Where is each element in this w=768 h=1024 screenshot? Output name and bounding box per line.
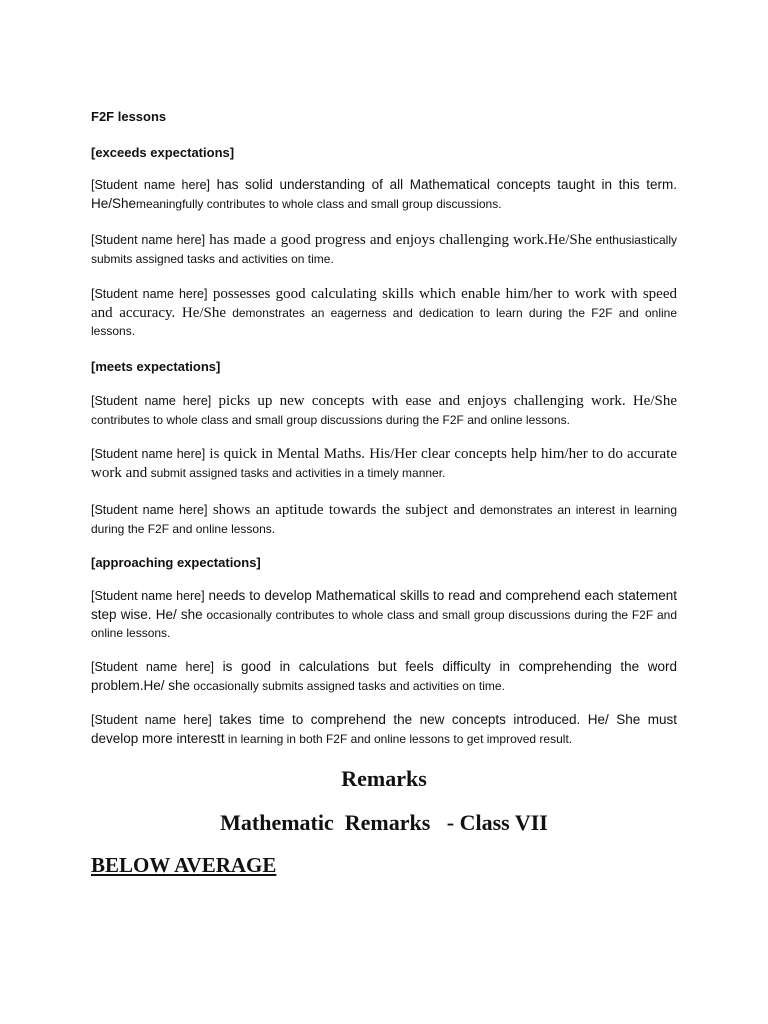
remark-paragraph-2 bbox=[91, 231, 677, 268]
remark-text-tail: meaningfully contributes to whole class and small group discussions. bbox=[136, 196, 502, 211]
title-below-average: BELOW AVERAGE bbox=[91, 853, 277, 877]
title-mathematic-remarks-class: Mathematic Remarks - Class VII bbox=[220, 810, 548, 835]
remark-paragraph-4 bbox=[91, 392, 677, 429]
remark-text: shows an aptitude towards the subject and bbox=[207, 502, 475, 518]
remark-text: has made a good progress and enjoys challenging work.He/She bbox=[205, 232, 592, 248]
heading-approaching-expectations: [approaching expectations] bbox=[91, 555, 261, 570]
student-name-placeholder: [Student name here] bbox=[91, 178, 211, 192]
remark-text-tail: enthusiastically submits assigned tasks and activities on time. bbox=[91, 233, 677, 266]
remark-text-tail: occasionally submits assigned tasks and activities on time. bbox=[190, 678, 505, 693]
remark-text: picks up new concepts with ease and enjoys challenging work. He/She bbox=[211, 393, 677, 409]
remark-text: needs to develop Mathematical skills to read and comprehend each statement step wise. He/ she bbox=[91, 588, 677, 622]
student-name-placeholder: [Student name here] bbox=[91, 287, 208, 301]
remark-paragraph-1 bbox=[91, 176, 677, 213]
remark-text-tail: demonstrates an interest in learning during the F2F and online lessons. bbox=[91, 503, 678, 536]
student-name-placeholder: [Student name here] bbox=[91, 503, 208, 517]
remark-text-tail: in learning in both F2F and online lessons to get improved result. bbox=[224, 731, 573, 746]
heading-f2f-lessons: F2F lessons bbox=[91, 109, 167, 124]
remark-text: is quick in Mental Maths. His/Her clear concepts help him/her to do accurate work and bbox=[91, 446, 677, 481]
remark-paragraph-7 bbox=[91, 587, 677, 643]
remark-paragraph-6 bbox=[91, 501, 677, 538]
remark-text: takes time to comprehend the new concepts introduced. He/ She must develop more interestt bbox=[91, 712, 677, 746]
heading-meets-expectations: [meets expectations] bbox=[91, 359, 221, 374]
remark-text-tail: submit assigned tasks and activities in a timely manner. bbox=[147, 465, 446, 480]
remark-text-tail: demonstrates an eagerness and dedication to learn during the F2F and online lessons. bbox=[91, 305, 677, 338]
remark-text-tail: contributes to whole class and small group discussions during the F2F and online lessons. bbox=[91, 412, 570, 427]
remark-paragraph-8 bbox=[91, 658, 677, 695]
remark-paragraph-5 bbox=[91, 445, 677, 482]
remark-text: possesses good calculating skills which enable him/her to work with speed and accuracy. He/She bbox=[91, 286, 677, 321]
heading-exceeds-expectations: [exceeds expectations] bbox=[91, 145, 235, 160]
student-name-placeholder: [Student name here] bbox=[91, 589, 205, 603]
student-name-placeholder: [Student name here] bbox=[91, 394, 212, 408]
student-name-placeholder: [Student name here] bbox=[91, 713, 212, 727]
remark-text: is good in calculations but feels difficulty in comprehending the word problem.He/ she bbox=[91, 659, 677, 693]
student-name-placeholder: [Student name here] bbox=[91, 447, 206, 461]
title-remarks: Remarks bbox=[341, 766, 427, 791]
remark-paragraph-3 bbox=[91, 285, 677, 341]
remark-text-tail: occasionally contributes to whole class and small group discussions during the F2F and online lessons. bbox=[91, 607, 677, 640]
remark-text: has solid understanding of all Mathematical concepts taught in this term. He/She bbox=[91, 177, 677, 211]
student-name-placeholder: [Student name here] bbox=[91, 660, 214, 674]
student-name-placeholder: [Student name here] bbox=[91, 233, 206, 247]
remark-paragraph-9 bbox=[91, 711, 677, 748]
